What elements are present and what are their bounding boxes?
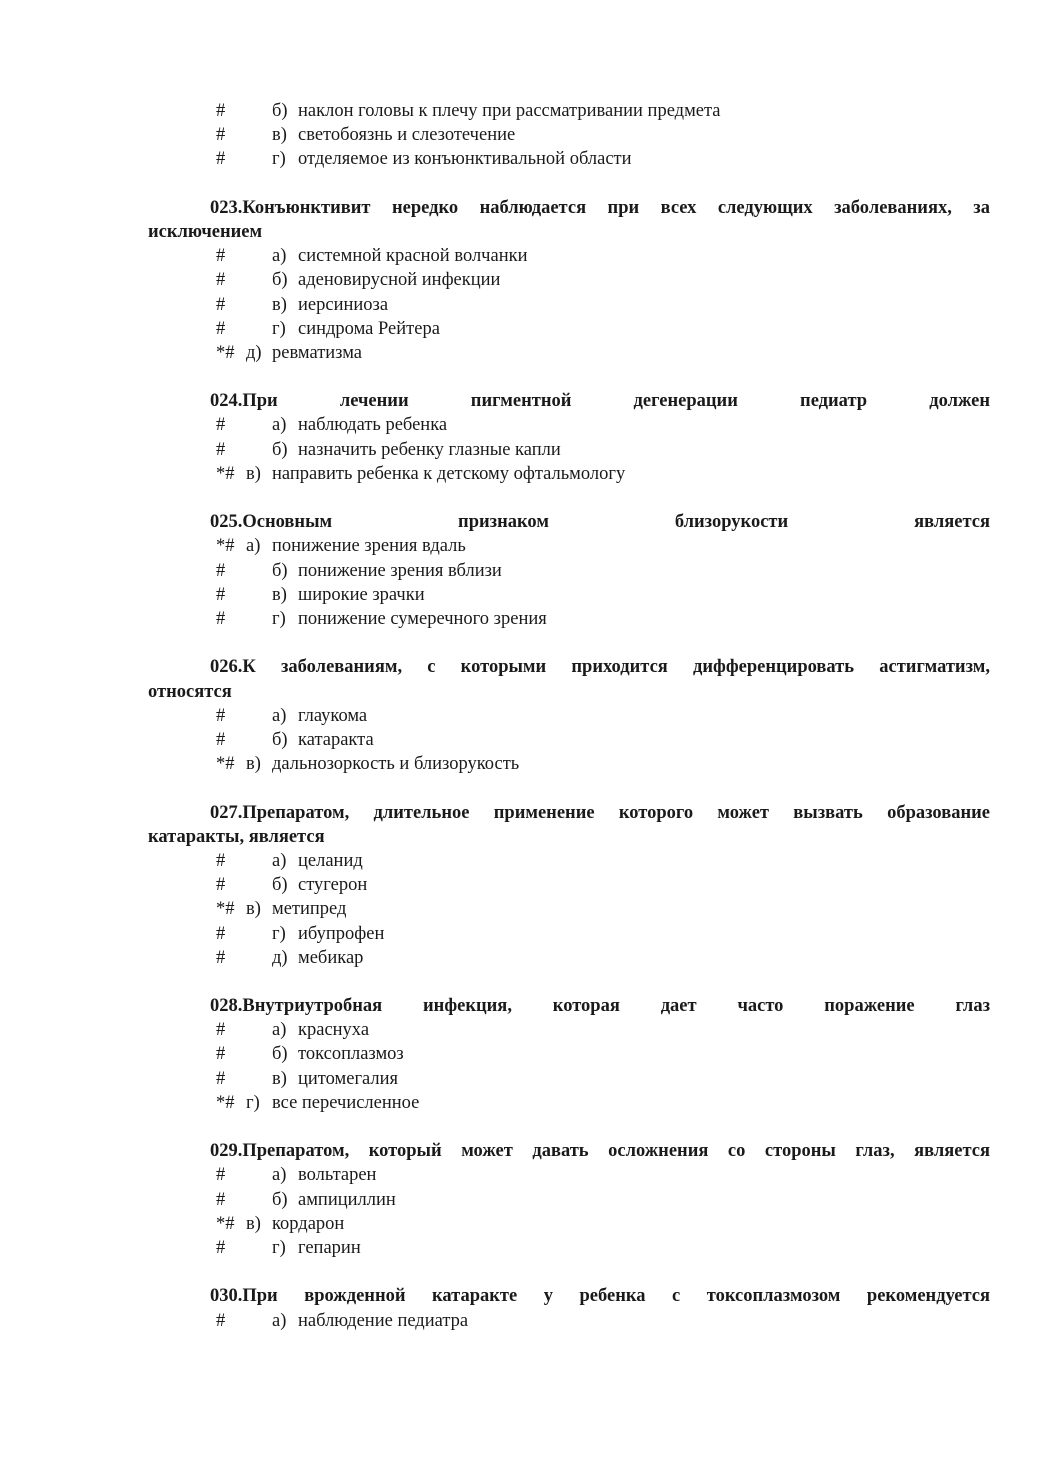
leading-options (148, 99, 990, 172)
answer-option-correct (148, 341, 990, 365)
option-letter: б) (272, 1044, 288, 1065)
option-mark: # (216, 923, 226, 944)
option-letter: а) (272, 1165, 287, 1186)
option-mark: # (216, 1310, 226, 1331)
answer-option-correct (148, 534, 990, 558)
answer-option (148, 1018, 990, 1042)
option-text: ибупрофен (298, 923, 385, 944)
option-letter: б) (272, 729, 288, 750)
option-mark: # (216, 1189, 226, 1210)
option-letter: д) (246, 342, 262, 363)
answer-option (148, 293, 990, 317)
question-line: 024.При лечении пигментной дегенерации педиатр должен (210, 391, 990, 412)
option-text: аденовирусной инфекции (298, 270, 501, 291)
option-letter: г) (272, 149, 286, 170)
option-letter: в) (246, 899, 261, 920)
option-letter: б) (272, 560, 288, 581)
option-letter: б) (272, 1189, 288, 1210)
answer-option (148, 559, 990, 583)
option-text: метипред (272, 899, 347, 920)
option-letter: б) (272, 439, 288, 460)
answer-option-correct (148, 752, 990, 776)
answer-option-correct (148, 1091, 990, 1115)
option-letter: а) (272, 1020, 287, 1041)
option-mark: # (216, 1044, 226, 1065)
option-text: синдрома Рейтера (298, 318, 440, 339)
option-letter: в) (272, 125, 287, 146)
option-mark: *# (216, 342, 235, 363)
option-mark: # (216, 705, 226, 726)
option-letter: в) (246, 463, 261, 484)
option-text: наблюдение педиатра (298, 1310, 469, 1331)
answer-option (148, 1188, 990, 1212)
answer-option (148, 413, 990, 437)
option-letter: а) (272, 850, 287, 871)
question-block (148, 1284, 990, 1332)
option-letter: в) (272, 1068, 287, 1089)
question-line: 027.Препаратом, длительное применение которого может вызвать образование (210, 802, 990, 823)
question-block (148, 510, 990, 631)
option-mark: # (216, 947, 226, 968)
option-text: наблюдать ребенка (298, 415, 448, 436)
answer-option (148, 946, 990, 970)
option-mark: # (216, 729, 226, 750)
option-letter: г) (272, 318, 286, 339)
option-letter: г) (272, 609, 286, 629)
question-block (148, 655, 990, 776)
answer-option (148, 317, 990, 341)
answer-option (148, 1163, 990, 1187)
option-mark: *# (216, 754, 235, 775)
option-text: понижение сумеречного зрения (298, 609, 547, 629)
option-mark: # (216, 1020, 226, 1041)
option-mark: # (216, 875, 226, 896)
option-text: вольтарен (298, 1165, 377, 1186)
option-text: системной красной волчанки (298, 246, 528, 267)
option-mark: # (216, 609, 226, 629)
question-block (148, 196, 990, 365)
option-letter: г) (272, 1237, 286, 1258)
question-text (148, 1139, 990, 1163)
option-letter: а) (272, 415, 287, 436)
option-letter: а) (272, 246, 287, 267)
answer-option (148, 123, 990, 147)
option-text: катаракта (298, 729, 374, 750)
option-letter: а) (272, 705, 287, 726)
question-block (148, 994, 990, 1115)
option-text: целанид (298, 850, 363, 871)
question-list (148, 99, 990, 1333)
option-text: направить ребенка к детскому офтальмологу (272, 463, 626, 484)
option-mark: # (216, 415, 226, 436)
answer-option (148, 99, 990, 123)
option-mark: *# (216, 536, 235, 557)
option-mark: *# (216, 899, 235, 920)
option-text: иерсиниоза (298, 294, 389, 315)
option-text: краснуха (298, 1020, 370, 1041)
option-text: гепарин (298, 1237, 361, 1258)
question-line: относятся (148, 681, 232, 702)
option-mark: # (216, 101, 226, 121)
option-letter: б) (272, 270, 288, 291)
question-text (148, 389, 990, 413)
option-text: ревматизма (272, 342, 363, 363)
option-text: кордарон (272, 1213, 345, 1234)
option-text: стугерон (298, 875, 368, 896)
answer-option (148, 704, 990, 728)
option-text: токсоплазмоз (298, 1044, 404, 1065)
answer-option (148, 728, 990, 752)
option-text: понижение зрения вблизи (298, 560, 502, 581)
question-text (148, 801, 990, 849)
question-text (148, 196, 990, 244)
option-mark: # (216, 125, 226, 146)
question-block (148, 389, 990, 486)
option-mark: # (216, 560, 226, 581)
option-letter: в) (272, 584, 287, 605)
option-letter: в) (246, 754, 261, 775)
answer-option (148, 244, 990, 268)
option-mark: *# (216, 1092, 235, 1113)
answer-option (148, 873, 990, 897)
answer-option-correct (148, 897, 990, 921)
option-text: широкие зрачки (298, 584, 425, 605)
option-text: все перечисленное (272, 1092, 420, 1113)
option-text: мебикар (298, 947, 364, 968)
option-mark: # (216, 246, 226, 267)
question-line: 023.Конъюнктивит нередко наблюдается при всех следующих заболеваниях, за (210, 197, 990, 218)
question-line: катаракты, является (148, 826, 325, 847)
option-mark: # (216, 294, 226, 315)
option-mark: *# (216, 1213, 235, 1234)
option-mark: # (216, 1237, 226, 1258)
answer-option (148, 268, 990, 292)
answer-option (148, 607, 990, 631)
option-letter: б) (272, 101, 288, 121)
option-mark: *# (216, 463, 235, 484)
question-line: исключением (148, 221, 263, 242)
answer-option (148, 438, 990, 462)
answer-option (148, 849, 990, 873)
option-text: ампициллин (298, 1189, 396, 1210)
answer-option (148, 583, 990, 607)
option-mark: # (216, 850, 226, 871)
answer-option (148, 1236, 990, 1260)
question-block (148, 1139, 990, 1260)
answer-option (148, 1067, 990, 1091)
option-letter: б) (272, 875, 288, 896)
option-letter: д) (272, 947, 288, 968)
option-letter: а) (272, 1310, 287, 1331)
option-mark: # (216, 439, 226, 460)
option-text: глаукома (298, 705, 368, 726)
answer-option-correct (148, 1212, 990, 1236)
option-text: дальнозоркость и близорукость (272, 754, 520, 775)
question-text (148, 994, 990, 1018)
answer-option (148, 922, 990, 946)
option-letter: г) (272, 923, 286, 944)
answer-option (148, 1309, 990, 1333)
option-text: наклон головы к плечу при рассматривании предмета (298, 101, 721, 121)
question-line: 025.Основным признаком близорукости является (210, 512, 990, 533)
option-mark: # (216, 270, 226, 291)
question-line: 029.Препаратом, который может давать осложнения со стороны глаз, является (210, 1141, 990, 1162)
question-block (148, 801, 990, 970)
answer-option (148, 147, 990, 171)
option-mark: # (216, 149, 226, 170)
option-letter: в) (246, 1213, 261, 1234)
option-mark: # (216, 1068, 226, 1089)
question-line: 030.При врожденной катаракте у ребенка с токсоплазмозом рекомендуется (210, 1286, 990, 1307)
answer-option-correct (148, 462, 990, 486)
option-letter: г) (246, 1092, 260, 1113)
option-text: светобоязнь и слезотечение (298, 125, 516, 146)
question-text (148, 510, 990, 534)
option-text: цитомегалия (298, 1068, 399, 1089)
option-letter: а) (246, 536, 261, 557)
option-text: понижение зрения вдаль (272, 536, 466, 557)
option-text: назначить ребенку глазные капли (298, 439, 561, 460)
option-mark: # (216, 318, 226, 339)
question-text (148, 1284, 990, 1308)
option-mark: # (216, 1165, 226, 1186)
option-text: отделяемое из конъюнктивальной области (298, 149, 632, 170)
question-line: 028.Внутриутробная инфекция, которая дает часто поражение глаз (210, 996, 990, 1017)
answer-option (148, 1042, 990, 1066)
question-text (148, 655, 990, 703)
option-mark: # (216, 584, 226, 605)
option-letter: в) (272, 294, 287, 315)
question-line: 026.К заболеваниям, с которыми приходится дифференцировать астигматизм, (210, 657, 990, 678)
